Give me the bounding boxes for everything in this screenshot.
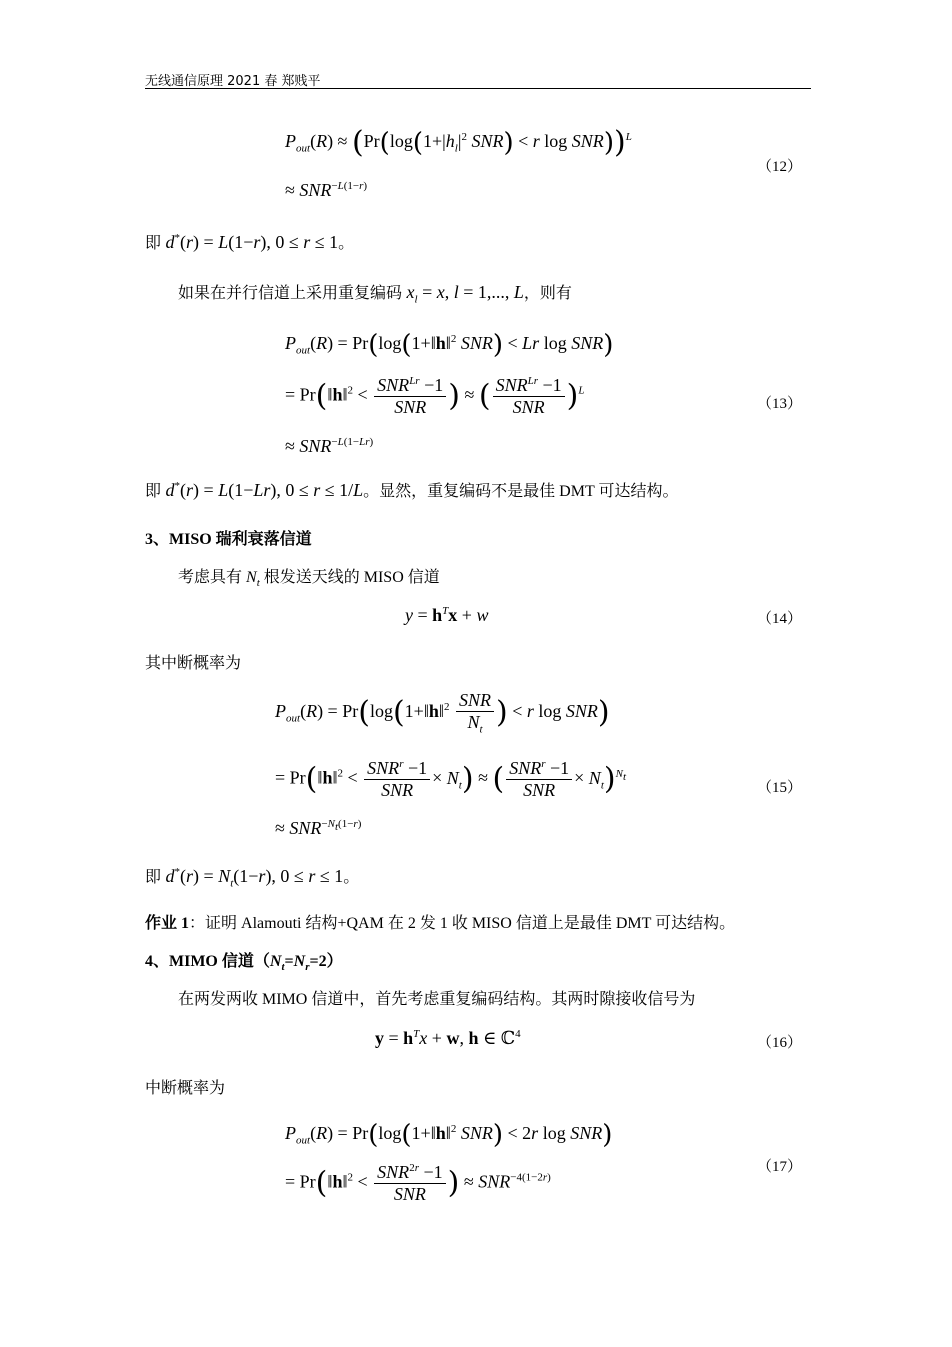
eq17-line2: = Pr(‖h‖$^2$ < $\frac{SNR^{2r} -1}{\text{SNR}}$ ) ≈ $SNR^{-4(1-2r)}$ — [285, 1162, 551, 1204]
outage-label-2: 中断概率为 — [145, 1080, 226, 1097]
eq13-line2: = Pr(‖h‖$^2$ < $\frac{SNR^{Lr} -1}{\text{SNR}}$ ) ≈ ( $\frac{SNR^{Lr} -1}{\text{SNR}}$ )$^L$ — [285, 375, 585, 417]
paragraph-miso: 考虑具有 $N_t$ 根发送天线的 MISO 信道 — [178, 569, 440, 590]
dmt-result-3: 即 $d^*(r) = N_t(1-r)$, 0 ≤ r ≤ 1。 — [145, 866, 360, 890]
eq13-number: （13） — [756, 396, 802, 412]
header-rule — [145, 88, 811, 89]
dmt-result-2: 即 d*(r) = L(1−Lr), 0 ≤ r ≤ 1/L。显然，重复编码不是最佳 DMT 可达结构。 — [145, 480, 679, 500]
section-4-heading: 4、MIMO 信道$(N_t=N_r=2)$ — [145, 953, 343, 974]
outage-label-1: 其中断概率为 — [145, 655, 242, 672]
eq14-number: （14） — [756, 611, 802, 627]
eq12-line2: ≈ $SNR^{-L(1-r)}$ — [285, 180, 368, 200]
eq13-line1: $P_{out}(R)$ = Pr(log(1+‖h‖$^2$ SNR) < Lr log SNR) — [285, 330, 614, 360]
eq15-number: （15） — [756, 780, 802, 796]
page-header: 无线通信原理 2021 春 郑贱平 — [145, 74, 321, 89]
eq17-line1: $P_{out}(R)$ = Pr(log(1+‖h‖$^2$ SNR) < 2r log SNR) — [285, 1120, 613, 1150]
eq14: $y = h^Tx + w$ — [405, 605, 489, 625]
eq13-line3: ≈ $SNR^{-L(1-Lr)}$ — [285, 436, 374, 456]
paragraph-repeat-coding: 如果在并行信道上采用重复编码 $x_l = x$, l = 1,..., L，则有 — [178, 282, 572, 306]
eq12-number: （12） — [756, 159, 802, 175]
eq17-number: （17） — [756, 1159, 802, 1175]
eq15-line1: $P_{out}(R)$ = Pr(log(1+‖h‖$^2$ $\frac{\text{SNR}}{N_t}$ ) < r log SNR) — [275, 690, 610, 736]
paragraph-mimo: 在两发两收 MIMO 信道中，首先考虑重复编码结构。其两时隙接收信号为 — [178, 991, 696, 1008]
eq16: $y = h^Tx + w$, h ∈ ℂ$^4$ — [375, 1028, 521, 1048]
section-3-heading: 3、MISO 瑞利衰落信道 — [145, 531, 312, 548]
eq12-line1: $P_{out}(R) \approx (Pr(\log(1+|h_l|^2$ SNR) < r log SNR))$^L$ — [285, 125, 632, 160]
eq16-number: （16） — [756, 1035, 802, 1051]
dmt-result-1: 即 d*(r) = L(1−r), 0 ≤ r ≤ 1。 — [145, 232, 355, 252]
eq15-line2: = Pr(‖h‖$^2$ < $\frac{SNR^r -1}{\text{SNR}}$ × $N_t$) ≈ ( $\frac{SNR^r -1}{\text{SNR}}$ × $N_t)^{N_t}$ — [275, 758, 626, 800]
homework-1: 作业 1：证明 Alamouti 结构+QAM 在 2 发 1 收 MISO 信道上是最佳 DMT 可达结构。 — [145, 915, 736, 932]
eq15-line3: ≈ $SNR^{-N_t(1-r)}$ — [275, 818, 362, 838]
